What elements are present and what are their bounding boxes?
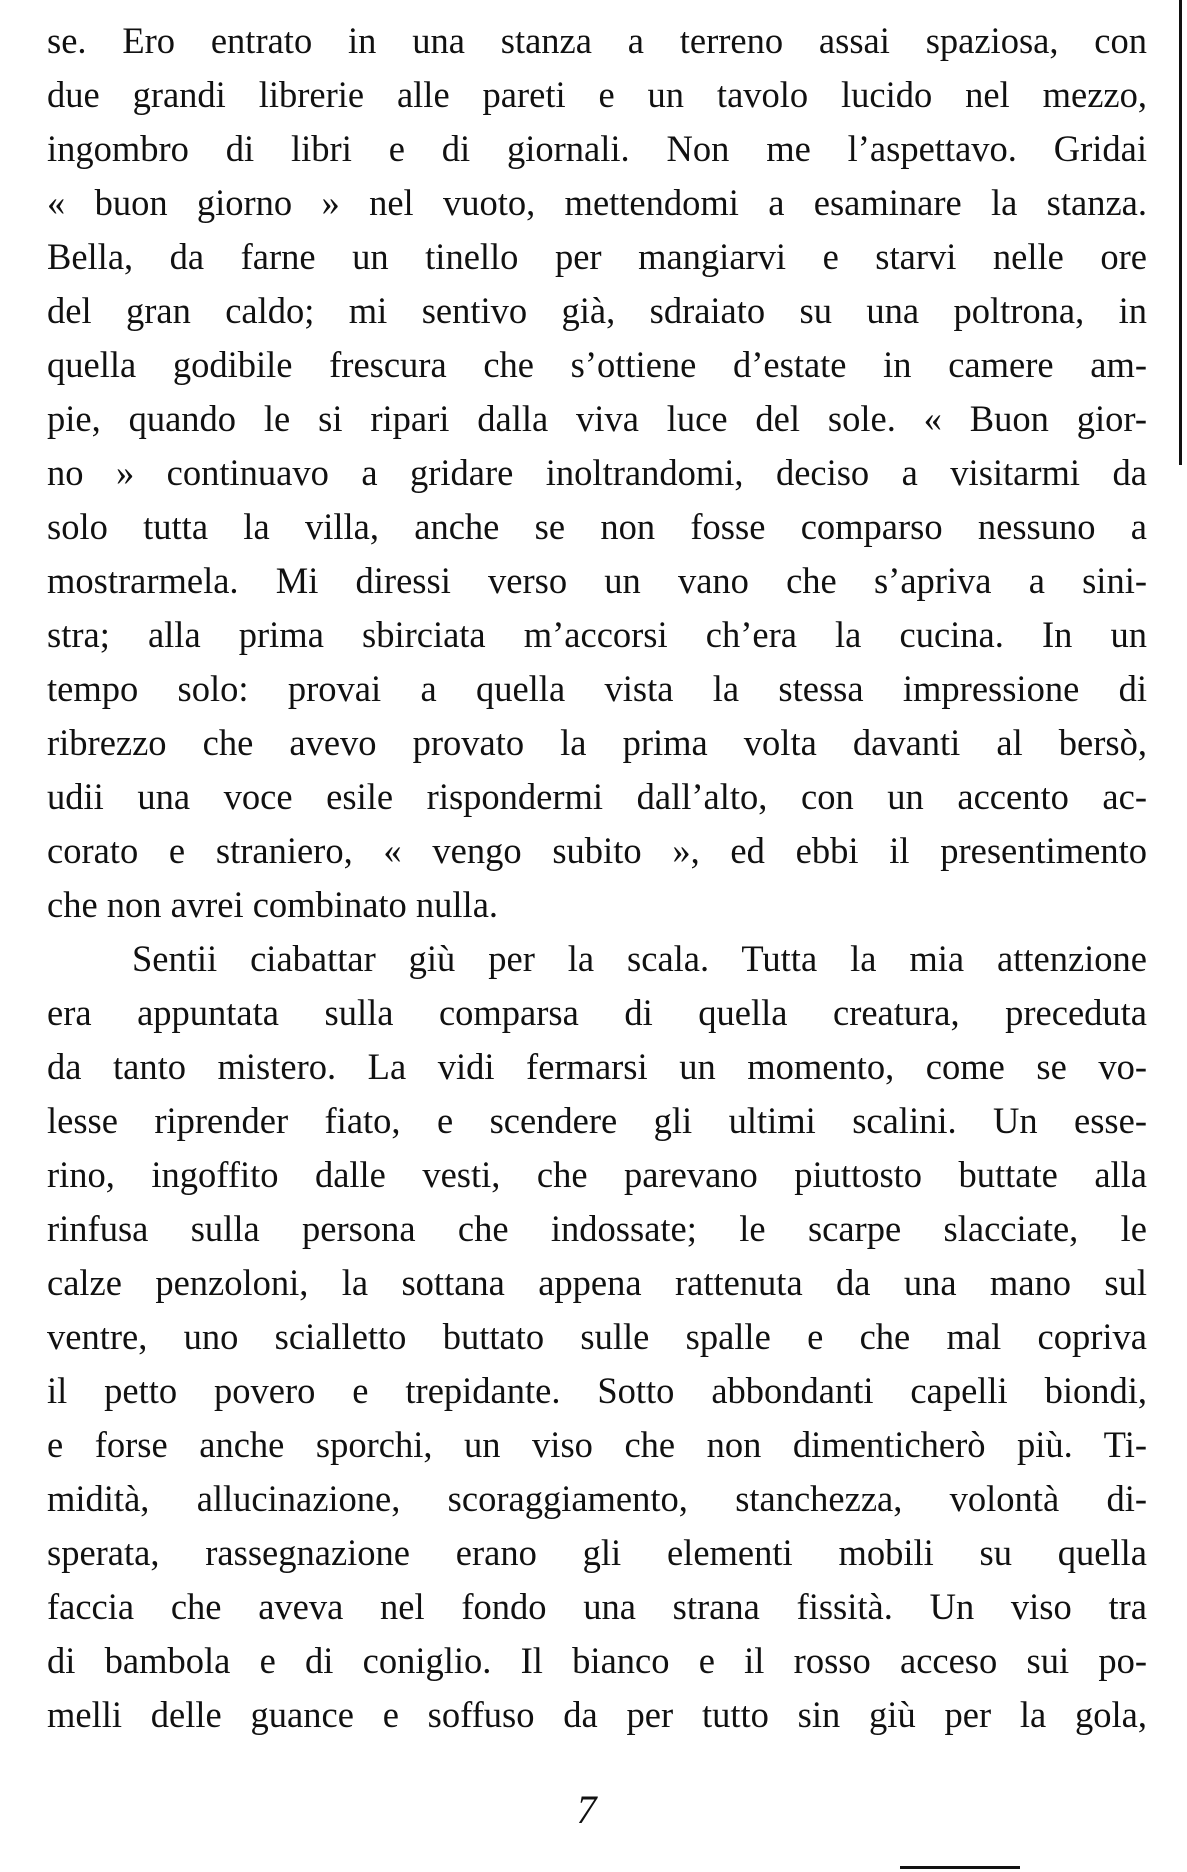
text-line: rino, ingoffito dalle vesti, che parevano piuttosto buttate alla bbox=[47, 1154, 1147, 1195]
page-number bbox=[0, 1785, 1187, 1835]
text-line: solo tutta la villa, anche se non fosse comparso nessuno a bbox=[47, 506, 1147, 547]
text-line: quella godibile frescura che s’ottiene d’estate in camere am- bbox=[47, 344, 1147, 385]
bottom-rule bbox=[900, 1866, 1020, 1869]
text-line: ventre, uno scialletto buttato sulle spalle e che mal copriva bbox=[47, 1316, 1147, 1357]
text-line: se. Ero entrato in una stanza a terreno assai spaziosa, con bbox=[47, 20, 1147, 61]
text-line: Sentii ciabattar giù per la scala. Tutta la mia attenzione bbox=[132, 938, 1147, 979]
text-line: tempo solo: provai a quella vista la stessa impressione di bbox=[47, 668, 1147, 709]
text-line: rinfusa sulla persona che indossate; le scarpe slacciate, le bbox=[47, 1208, 1147, 1249]
text-line: midità, allucinazione, scoraggiamento, stanchezza, volontà di- bbox=[47, 1478, 1147, 1519]
text-line: era appuntata sulla comparsa di quella creatura, preceduta bbox=[47, 992, 1147, 1033]
text-line: corato e straniero, « vengo subito », ed ebbi il presentimento bbox=[47, 830, 1147, 871]
text-line: faccia che aveva nel fondo una strana fissità. Un viso tra bbox=[47, 1586, 1147, 1627]
text-line: ingombro di libri e di giornali. Non me l’aspettavo. Gridai bbox=[47, 128, 1147, 169]
text-line: ribrezzo che avevo provato la prima volta davanti al bersò, bbox=[47, 722, 1147, 763]
text-line: stra; alla prima sbirciata m’accorsi ch’era la cucina. In un bbox=[47, 614, 1147, 655]
text-line: lesse riprender fiato, e scendere gli ultimi scalini. Un esse- bbox=[47, 1100, 1147, 1141]
text-line: sperata, rassegnazione erano gli elementi mobili su quella bbox=[47, 1532, 1147, 1573]
text-line: udii una voce esile rispondermi dall’alto, con un accento ac- bbox=[47, 776, 1147, 817]
text-line: due grandi librerie alle pareti e un tavolo lucido nel mezzo, bbox=[47, 74, 1147, 115]
text-line: che non avrei combinato nulla. bbox=[47, 884, 499, 925]
body-text bbox=[47, 14, 1147, 1742]
text-line: e forse anche sporchi, un viso che non dimenticherò più. Ti- bbox=[47, 1424, 1147, 1465]
text-line: Bella, da farne un tinello per mangiarvi e starvi nelle ore bbox=[47, 236, 1147, 277]
text-line: calze penzoloni, la sottana appena rattenuta da una mano sul bbox=[47, 1262, 1147, 1303]
text-line: mostrarmela. Mi diressi verso un vano che s’apriva a sini- bbox=[47, 560, 1147, 601]
text-line: da tanto mistero. La vidi fermarsi un momento, come se vo- bbox=[47, 1046, 1147, 1087]
text-line: del gran caldo; mi sentivo già, sdraiato su una poltrona, in bbox=[47, 290, 1147, 331]
text-line: « buon giorno » nel vuoto, mettendomi a esaminare la stanza. bbox=[47, 182, 1147, 223]
text-line: pie, quando le si ripari dalla viva luce del sole. « Buon gior- bbox=[47, 398, 1147, 439]
page-number-text: 7 bbox=[576, 1787, 597, 1832]
margin-rule bbox=[1179, 0, 1182, 465]
text-line: il petto povero e trepidante. Sotto abbondanti capelli biondi, bbox=[47, 1370, 1147, 1411]
text-line: di bambola e di coniglio. Il bianco e il rosso acceso sui po- bbox=[47, 1640, 1147, 1681]
text-line: melli delle guance e soffuso da per tutto sin giù per la gola, bbox=[47, 1694, 1147, 1735]
text-line: no » continuavo a gridare inoltrandomi, deciso a visitarmi da bbox=[47, 452, 1147, 493]
